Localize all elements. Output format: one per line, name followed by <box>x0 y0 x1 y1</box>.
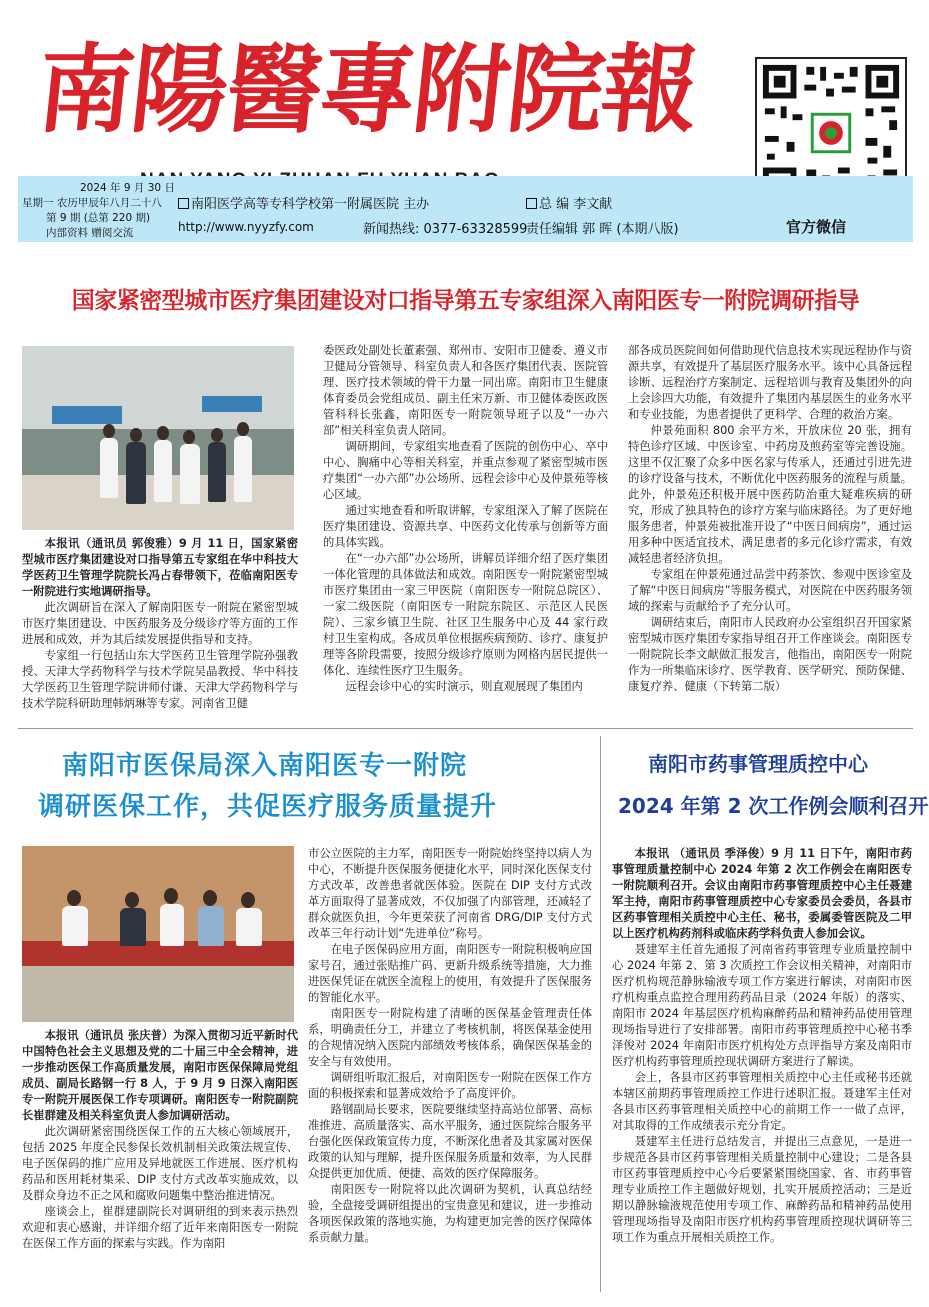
article1-c1-p1: 本报讯（通讯员 郭俊雅）9 月 11 日，国家紧密型城市医疗集团建设对口指导第五专家组在华中科技大学医药卫生管理学院院长冯占春带领下，莅临南阳医专一附院进行实地调研指导。 <box>22 537 298 598</box>
article1-c3-p1: 部各成员医院间如何借助现代信息技术实现远程协作与资源共享，有效提升了基层医疗服务水平。该中心具备远程诊断、远程治疗方案制定、远程培训与教育及集团外的向上会诊四大功能，有效提升了集团内基层医生的业务水平和专业技能，为患者提供了更科学、合理的救治方案。 <box>628 344 912 421</box>
article3-p3: 会上，各县市区药事管理相关质控中心主任或秘书还就本辖区前期药事管理质控工作进行述职汇报。聂建军主任对各县市区药事管理相关质控中心的前期工作一一做了点评，对其取得的工作成绩表示充分肯定。 <box>612 1071 912 1132</box>
article2-c2-p1: 市公立医院的主力军，南阳医专一附院始终坚持以病人为中心，不断提升医保服务便捷化水平，同时深化医保支付方式改革，改善患者就医体验。医院在 DIP 支付方式改革方面取得了显著成效，不仅加强了内部管理，还减轻了群众就医负担，今年更荣获了河南省 DRG/DIP 支付方式改革三年行动计划“先进单位”称号。 <box>308 847 592 940</box>
article1-photo <box>22 346 294 530</box>
article2-column-2 <box>308 846 592 1286</box>
article1-column-3 <box>628 343 912 723</box>
article3-headline-line2: 2024 年第 2 次工作例会顺利召开 <box>618 794 929 818</box>
article2-c1-p2: 此次调研紧密围绕医保工作的五大核心领域展开，包括 2025 年度全民参保长效机制相关政策法规宣传、电子医保码的推广应用及异地就医工作进展、医疗机构药品和医用耗材集采、DIP 支付方式改革实施成效，以及群众身边不正之风和腐败问题集中整治推进情况。 <box>22 1125 298 1202</box>
article2-c1-p1: 本报讯（通讯员 张庆普）为深入贯彻习近平新时代中国特色社会主义思想及党的二十届三中全会精神，进一步推动医保工作高质量发展，南阳市医保保障局党组成员、副局长路钢一行 8 人，于 9 月 9 日深入南阳医专一附院开展医保工作专项调研。南阳医专一附院副院长崔群建及相关科室负责人参加调研活动。 <box>22 1029 298 1122</box>
article2-c2-p5: 路钢副局长要求，医院要继续坚持高站位部署、高标准推进、高质量落实、高水平服务，通过医院综合服务平台强化医保政策宣传力度，不断深化患者及其家属对医保政策的认知与理解，提升医保服务质量和效率，为人民群众提供更加优质、便捷、高效的医疗保障服务。 <box>308 1103 592 1180</box>
news-hotline: 新闻热线: 0377-63328599 <box>363 222 528 237</box>
article1-c2-p1: 委医政处副处长董素强、郑州市、安阳市卫健委、遵义市卫健局分管领导、科室负责人和各医疗集团代表、医院管理、医疗技术领域的骨干力量一同出席。南阳市卫生健康体育委员会党组成员、副主任宋万新、市卫健体委医政医管科科长张鑫，南阳医专一附院领导班子以及“一办六部”相关科室负责人陪同。 <box>323 344 608 437</box>
article1-column-1 <box>22 536 298 722</box>
article1-c1-p3: 专家组一行包括山东大学医药卫生管理学院孙强教授、天津大学药物科学与技术学院吴晶教授、华中科技大学医药卫生管理学院讲师付谦、天津大学药物科学与技术学院科研助理韩炳琳等专家。河南省卫健 <box>22 649 298 710</box>
article3-headline-line1: 南阳市药事管理质控中心 <box>648 752 868 776</box>
article2-c1-p3: 座谈会上，崔群建副院长对调研组的到来表示热烈欢迎和衷心感谢，并详细介绍了近年来南阳医专一附院在医保工作方面的探索与实践。作为南阳 <box>22 1205 298 1250</box>
article2-c2-p6: 南阳医专一附院将以此次调研为契机，认真总结经验，全盘接受调研组提出的宝贵意见和建议，进一步推动各项医保政策的落地实施，为构建更加完善的医疗保障体系贡献力量。 <box>308 1183 592 1244</box>
article1-c2-p5: 远程会诊中心的实时演示，则直观展现了集团内 <box>345 680 583 693</box>
article2-column-1 <box>22 1028 298 1286</box>
article1-c3-p3: 专家组在仲景苑通过品尝中药茶饮、参观中医诊室及了解“中医日间病房”等服务模式，对医院在中医药服务领域的探索与贡献给予了充分认可。 <box>628 568 912 613</box>
article1-c1-p2: 此次调研旨在深入了解南阳医专一附院在紧密型城市医疗集团建设、中医药服务及分级诊疗等方面的工作进展和成效，并为其后续发展提供指导和支持。 <box>22 601 298 646</box>
article1-c3-p4: 调研结束后，南阳市人民政府办公室组织召开国家紧密型城市医疗集团专家指导组召开工作座谈会。南阳医专一附院院长李文献做汇报发言，他指出，南阳医专一附院作为一所集临床诊疗、医学教育、医学研究、预防保健、康复疗养、健康（下转第二版） <box>628 616 912 693</box>
chief-editor-line: 总 编 李文献 <box>526 193 612 212</box>
issue-date: 2024 年 9 月 30 日 <box>80 182 175 194</box>
article3-p1: 本报讯 （通讯员 季泽俊）9 月 11 日下午，南阳市药事管理质量控制中心 2024 年第 2 次工作例会在南阳医专一附院顺利召开。会议由南阳市药事管理质控中心主任聂建军主持，南阳市药事管理质控中心专家委员会委员，各县市区药事管理相关质控中心主任、秘书，委属委管医院及二甲以上医疗机构药剂科或临床药学科负责人参加会议。 <box>612 847 912 940</box>
article2-headline-line2: 调研医保工作，共促医疗服务质量提升 <box>38 792 498 822</box>
circulation-note: 内部资料 赠阅交流 <box>46 227 134 239</box>
column-divider <box>600 736 601 1292</box>
article1-headline: 国家紧密型城市医疗集团建设对口指导第五专家组深入南阳医专一附院调研指导 <box>71 288 860 314</box>
responsible-editor: 责任编辑 郭 晖 (本期八版) <box>526 222 679 237</box>
section-divider <box>18 728 913 729</box>
weekday-lunar-date: 星期一 农历甲辰年八月二十八 <box>22 197 162 209</box>
article1-column-2 <box>323 343 608 723</box>
website-link[interactable]: http://www.nyyzfy.com <box>178 220 314 234</box>
article1-c3-p2: 仲景苑面积 800 余平方米，开放床位 20 张，拥有特色诊疗区域、中医诊室、中药房及煎药室等完善设施。这里不仅汇聚了众多中医名家与传承人，还通过引进先进的诊疗设备与技术，不断优化中医药服务的流程与质量。此外，仲景苑还积极开展中医药防治重大疑难疾病的研究，形成了独具特色的诊疗方案与临床路径。为了更好地服务患者，仲景苑被批准开设了“中医日间病房”，通过运用多种中医适宜技术，满足患者的多元化诊疗需求，有效减轻患者经济负担。 <box>628 424 912 565</box>
wechat-label: 官方微信 <box>786 218 847 236</box>
masthead-info-bar <box>18 176 913 242</box>
article2-headline-line1: 南阳市医保局深入南阳医专一附院 <box>62 751 468 781</box>
article1-c2-p4: 在“一办六部”办公场所，讲解员详细介绍了医疗集团一体化管理的具体做法和成效。南阳医专一附院紧密型城市医疗集团由一家三甲医院（南阳医专一附院总院区）、一家二级医院（南阳医专一附院东院区、示范区人民医院）、三家乡镇卫生院、社区卫生服务中心及 44 家行政村卫生室构成。各成员单位根据疾病预防、诊疗、康复护理等各阶段需要，按照分级诊疗原则为网格内居民提供一体化、连续性医疗卫生服务。 <box>323 552 608 677</box>
newspaper-title: 南陽醫專附院報 <box>32 33 702 146</box>
sponsor-line: 南阳医学高等专科学校第一附属医院 主办 <box>178 193 429 212</box>
issue-number: 第 9 期 (总第 220 期) <box>46 212 151 224</box>
article3-p4: 聂建军主任进行总结发言，并提出三点意见，一是进一步规范各县市区药事管理相关质量控制中心建设；二是各县市区药事管理质控中心今后要紧紧围绕国家、省、市药事管理专业质控工作主题做好规划，扎实开展质控活动；三是近期以静脉输液规范使用专项工作、麻醉药品和精神药品使用管理现场指导及南阳市医疗机构药事管理质控现状调研等三项工作为重点开展相关质控工作。 <box>612 1135 912 1244</box>
article1-c2-p2: 调研期间，专家组实地查看了医院的创伤中心、卒中中心、胸痛中心等相关科室，并重点参观了紧密型城市医疗集团“一办六部”办公场所、远程会诊中心及仲景苑等核心区域。 <box>323 440 608 501</box>
article2-c2-p4: 调研组听取汇报后，对南阳医专一附院在医保工作方面的积极探索和显著成效给予了高度评价。 <box>308 1071 592 1100</box>
article3-column <box>612 846 912 1286</box>
article1-c2-p3: 通过实地查看和听取讲解，专家组深入了解了医院在医疗集团建设、资源共享、中医药文化传承与创新等方面的具体实践。 <box>323 504 608 549</box>
article2-c2-p3: 南阳医专一附院构建了清晰的医保基金管理责任体系，明确责任分工，并建立了考核机制，将医保基金使用的合规情况纳入医院内部绩效考核体系，确保医保基金的安全与有效使用。 <box>308 1007 592 1068</box>
article3-p2: 聂建军主任首先通报了河南省药事管理专业质量控制中心 2024 年第 2、第 3 次质控工作会议相关精神，对南阳市医疗机构规范静脉输液专项工作方案进行解读，对南阳市医疗机构重点监控合理用药药品目录（2024 年版）的落实、南阳市 2024 年基层医疗机构麻醉药品和精神药品使用管理现场指导进行了安排部署。南阳市药事管理质控中心秘书季泽俊对 2024 年南阳市医疗机构处方点评指导方案及南阳市医疗机构药事管理质控现状调研方案进行了解读。 <box>612 943 912 1068</box>
article2-c2-p2: 在电子医保码应用方面，南阳医专一附院积极响应国家号召，通过张贴推广码、更新升级系统等措施，大力推进医保凭证在就医全流程上的使用，有效提升了医保服务的智能化水平。 <box>308 943 592 1004</box>
article2-photo <box>22 846 294 1022</box>
